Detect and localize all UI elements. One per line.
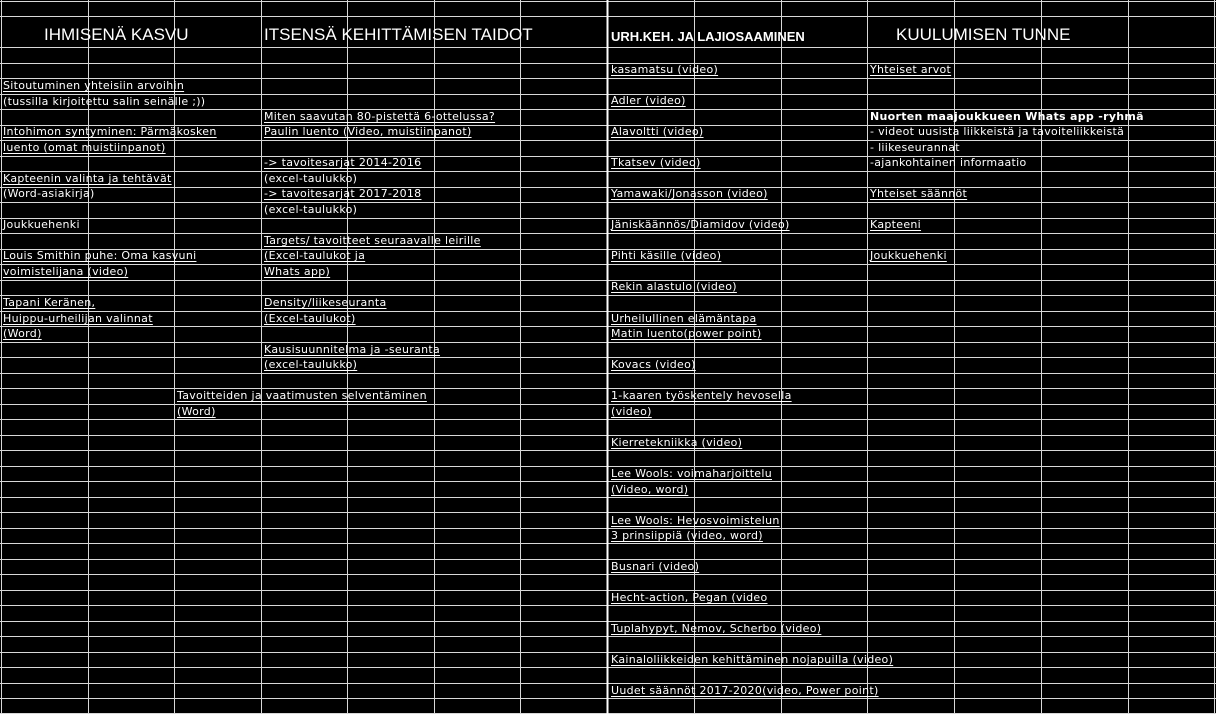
- cell-huippu-urheilijan-valinnat[interactable]: Huippu-urheilijan valinnat: [3, 312, 153, 325]
- cell-tavoitesarjat-2017[interactable]: -> tavoitesarjat 2017-2018: [264, 187, 422, 200]
- header-kuulumisen-tunne: KUULUMISEN TUNNE: [896, 25, 1071, 44]
- cell-kierretekniikka[interactable]: Kierretekniikka (video): [611, 436, 743, 449]
- cell-keranen-word[interactable]: (Word): [3, 327, 42, 340]
- cell-louis-smith-puhe[interactable]: Louis Smithin puhe: Oma kasvuni: [3, 249, 197, 262]
- header-ihmisena-kasvu: IHMISENÄ KASVU: [44, 25, 189, 44]
- cell-joukkuehenki-1: Joukkuehenki: [3, 218, 80, 231]
- cell-kainaloliikkeet[interactable]: Kainaloliikkeiden kehittäminen nojapuilla (video): [611, 653, 894, 666]
- cell-lee-wools-voimaharjoittelu[interactable]: Lee Wools: voimaharjoittelu: [611, 467, 772, 480]
- cell-density-liikeseuranta[interactable]: Density/liikeseuranta: [264, 296, 387, 309]
- cell-videot-liikkeista: - videot uusista liikkeistä ja tavoiteliikkeistä: [870, 125, 1125, 138]
- cell-targets-whatsapp[interactable]: Whats app): [264, 265, 331, 278]
- cell-hecht-action-pegan[interactable]: Hecht-action, Pegan (video: [611, 591, 768, 604]
- cell-kapteenin-valinta[interactable]: Kapteenin valinta ja tehtävät: [3, 172, 172, 185]
- cell-yamawaki-jonasson[interactable]: Yamawaki/Jonasson (video): [611, 187, 768, 200]
- cell-tavoitteiden-word[interactable]: (Word): [177, 405, 216, 418]
- cell-tavoitesarjat-2014[interactable]: -> tavoitesarjat 2014-2016: [264, 156, 422, 169]
- cell-kasamatsu[interactable]: kasamatsu (video): [611, 63, 719, 76]
- cell-parmakoski-luento[interactable]: luento (omat muistiinpanot): [3, 141, 166, 154]
- cell-janiskaannos-diamidov[interactable]: Jäniskäännös/Diamidov (video): [611, 218, 790, 231]
- cell-tuplahypyt[interactable]: Tuplahypyt, Nemov, Scherbo (video): [611, 622, 822, 635]
- cell-whatsapp-ryhma: Nuorten maajoukkueen Whats app -ryhmä: [870, 110, 1144, 123]
- cell-targets-excel[interactable]: (Excel-taulukot ja: [264, 249, 366, 262]
- cell-urheilullinen-elamantapa[interactable]: Urheilullinen elämäntapa: [611, 312, 757, 325]
- cell-yhteiset-arvot[interactable]: Yhteiset arvot: [870, 63, 952, 76]
- cell-kausisuunnitelma[interactable]: Kausisuunnitelma ja -seuranta: [264, 343, 441, 356]
- cell-targets-leiri[interactable]: Targets/ tavoitteet seuraavalle leirille: [264, 234, 481, 247]
- cell-1-kaaren-video[interactable]: (video): [611, 405, 652, 418]
- cell-80-pistetta[interactable]: Miten saavutan 80-pistettä 6-ottelussa?: [264, 110, 496, 123]
- cell-rekin-alastulo[interactable]: Rekin alastulo (video): [611, 280, 737, 293]
- cell-tavoitesarjat-2014-excel: (excel-taulukko): [264, 172, 358, 185]
- cell-lee-wools-prinsiippia[interactable]: 3 prinsiippiä (video, word): [611, 529, 763, 542]
- cell-1-kaaren-tyoskentely[interactable]: 1-kaaren työskentely hevosella: [611, 389, 792, 402]
- cell-lee-wools-hevosvoimistelu[interactable]: Lee Wools: Hevosvoimistelun: [611, 514, 780, 527]
- cell-busnari[interactable]: Busnari (video): [611, 560, 700, 573]
- cell-kapteeni[interactable]: Kapteeni: [870, 218, 922, 231]
- header-itsensa-kehittamisen-taidot: ITSENSÄ KEHITTÄMISEN TAIDOT: [264, 25, 533, 44]
- cell-liikeseurannat: - liikeseurannat: [870, 141, 960, 154]
- cell-uudet-saannot[interactable]: Uudet säännöt 2017-2020(video, Power point): [611, 684, 879, 697]
- cell-sitoutuminen-note: (tussilla kirjoitettu salin seinälle ;)): [3, 95, 206, 108]
- cell-adler[interactable]: Adler (video): [611, 94, 686, 107]
- cell-matin-luento[interactable]: Matin luento(power point): [611, 327, 762, 340]
- cell-tkatsev[interactable]: Tkatsev (video): [611, 156, 701, 169]
- cell-pihti-kasille[interactable]: Pihti käsille (video): [611, 249, 722, 262]
- cell-intohimon-syntyminen[interactable]: Intohimon syntyminen: Pärmäkosken: [3, 125, 217, 138]
- cell-word-asiakirja: (Word-asiakirja): [3, 187, 95, 200]
- cell-ajankohtainen-informaatio: -ajankohtainen informaatio: [870, 156, 1027, 169]
- cell-kovacs[interactable]: Kovacs (video): [611, 358, 696, 371]
- cell-tavoitesarjat-2017-excel: (excel-taulukko): [264, 203, 358, 216]
- cell-louis-smith-video[interactable]: voimistelijana (video): [3, 265, 129, 278]
- cell-joukkuehenki-2[interactable]: Joukkuehenki: [870, 249, 947, 262]
- cell-tapani-keranen[interactable]: Tapani Keränen,: [3, 296, 96, 309]
- cell-sitoutuminen[interactable]: Sitoutuminen yhteisiin arvoihin: [3, 79, 185, 92]
- header-urheilu-lajiosaaminen: URH.KEH. JA LAJIOSAAMINEN: [611, 29, 805, 44]
- cell-alavoltti[interactable]: Alavoltti (video): [611, 125, 704, 138]
- cell-kausisuunnitelma-excel[interactable]: (excel-taulukko): [264, 358, 358, 371]
- cell-lee-wools-voima-video[interactable]: (Video, word): [611, 483, 689, 496]
- cell-paulin-luento[interactable]: Paulin luento (Video, muistiinpanot): [264, 125, 472, 138]
- cell-density-excel[interactable]: (Excel-taulukot): [264, 312, 356, 325]
- cell-yhteiset-saannot[interactable]: Yhteiset säännöt: [870, 187, 968, 200]
- cell-tavoitteiden-selventaminen[interactable]: Tavoitteiden ja vaatimusten selventäminen: [177, 389, 427, 402]
